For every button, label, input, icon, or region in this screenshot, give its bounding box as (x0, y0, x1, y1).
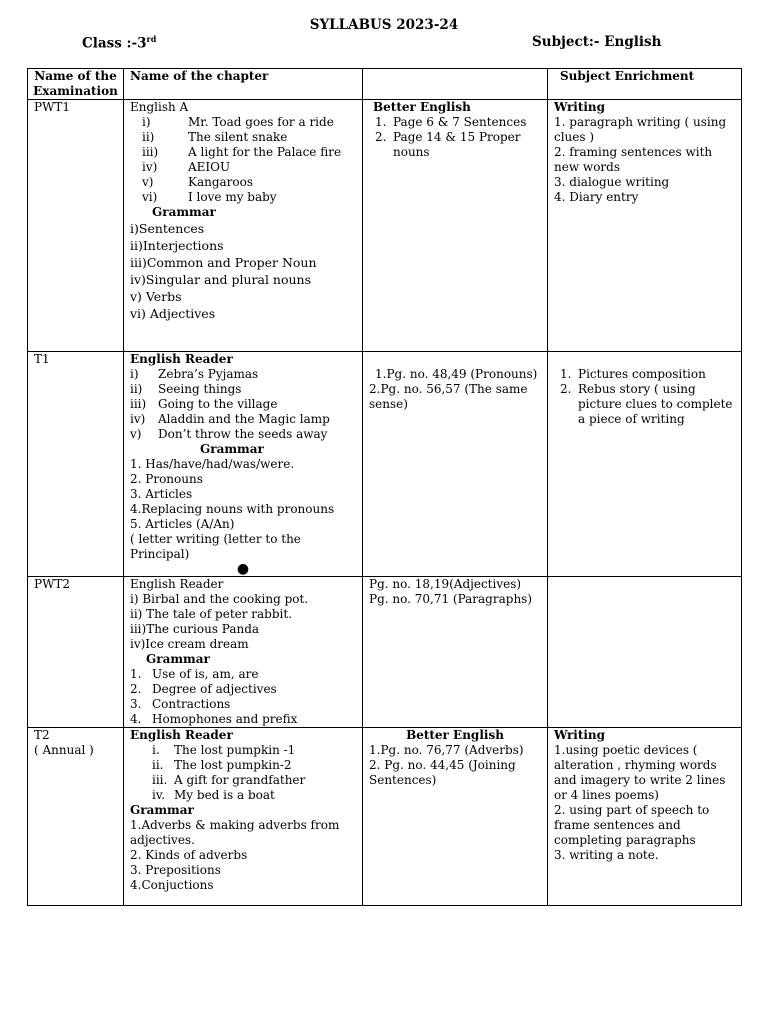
list-item: ii)Interjections (130, 238, 224, 253)
grammar-heading: Grammar (200, 442, 264, 456)
list-item: 1.using poetic devices ( alteration , rhyming words and imagery to write 2 lines or 4 lines poems) (554, 743, 726, 802)
list-item: 3. writing a note. (554, 848, 659, 862)
list-item: 2. Pronouns (130, 472, 203, 486)
list-item: 2.Pg. no. 56,57 (The same sense) (369, 382, 528, 411)
header-enrichment: Subject Enrichment (548, 69, 742, 100)
table-header-row (28, 69, 742, 100)
exam-name-pwt2: PWT2 (28, 577, 124, 728)
list-item: iii)The curious Panda (130, 622, 260, 636)
list-item: iv) AEIOU (142, 160, 231, 174)
list-item: iii. A gift for grandfather (152, 773, 306, 787)
header-chapter: Name of the chapter (124, 69, 363, 100)
table-row-pwt1 (28, 100, 742, 352)
book-title: Better English (406, 728, 504, 742)
list-item: iv)Singular and plural nouns (130, 272, 312, 287)
grammar-heading: Grammar (130, 803, 194, 817)
list-item: iv. My bed is a boat (152, 788, 275, 802)
exam-name-t1: T1 (28, 352, 124, 577)
enrichment-title: Writing (554, 728, 606, 742)
class-text: Class :-3 (82, 35, 147, 52)
table-row-pwt2 (28, 577, 742, 728)
list-item: ii) Seeing things (130, 382, 242, 396)
list-item: v) Verbs (130, 289, 182, 304)
list-item: v) Kangaroos (142, 175, 254, 189)
header-middle (363, 69, 548, 100)
list-item: i. The lost pumpkin -1 (152, 743, 296, 757)
enrichment-cell-pwt1 (548, 100, 742, 352)
list-item: ( letter writing (letter to the Principal) (130, 532, 301, 561)
list-item: 2. Pg. no. 44,45 (Joining Sentences) (369, 758, 516, 787)
exam-name-t2-sub: ( Annual ) (34, 743, 94, 757)
reader-title: English Reader (130, 577, 224, 591)
reader-title: English Reader (130, 728, 233, 742)
list-item: v) Don’t throw the seeds away (130, 427, 328, 441)
list-item: 2. framing sentences with new words (554, 145, 713, 174)
list-item: ii) The tale of peter rabbit. (130, 607, 293, 621)
chapter-cell-t1 (124, 352, 363, 577)
list-item: 4. Homophones and prefix (130, 712, 298, 726)
subject-label: Subject:- English (532, 34, 662, 50)
list-item: 2. Rebus story ( using picture clues to complete a piece of writing (560, 382, 733, 426)
list-item: i) Zebra’s Pyjamas (130, 367, 259, 381)
enrichment-cell-t1 (548, 352, 742, 577)
table-row-t1 (28, 352, 742, 577)
list-item: 3. Contractions (130, 697, 231, 711)
syllabus-table (27, 68, 742, 906)
book-cell-t1 (363, 352, 548, 577)
list-item: i) Mr. Toad goes for a ride (142, 115, 334, 129)
list-item: i)Sentences (130, 221, 205, 236)
list-item: 3. Prepositions (130, 863, 221, 877)
list-item: 2. using part of speech to frame sentences and completing paragraphs (554, 803, 710, 847)
list-item: ii) The silent snake (142, 130, 288, 144)
list-item: iv)Ice cream dream (130, 637, 249, 651)
list-item: 2. Kinds of adverbs (130, 848, 248, 862)
list-item: ii. The lost pumpkin-2 (152, 758, 292, 772)
exam-name-t2-label: T2 (34, 728, 50, 742)
list-item: Pg. no. 70,71 (Paragraphs) (369, 592, 533, 606)
bullet-icon: ● (236, 561, 250, 577)
list-item: 1. Use of is, am, are (130, 667, 259, 681)
exam-name-pwt1: PWT1 (28, 100, 124, 352)
list-item: 4.Conjuctions (130, 878, 214, 892)
grammar-heading: Grammar (146, 652, 210, 666)
exam-name-t2 (28, 728, 124, 906)
list-item: 3. Articles (130, 487, 193, 501)
list-item: Pg. no. 18,19(Adjectives) (369, 577, 522, 591)
list-item: iii) A light for the Palace fire (142, 145, 342, 159)
chapter-cell-pwt2 (124, 577, 363, 728)
chapter-cell-pwt1 (124, 100, 363, 352)
list-item: 2. Degree of adjectives (130, 682, 277, 696)
list-item: 1. Has/have/had/was/were. (130, 457, 295, 471)
header-exam: Name of the Examination (28, 69, 124, 100)
enrichment-cell-pwt2 (548, 577, 742, 728)
book-title: Better English (373, 100, 471, 114)
reader-title: English Reader (130, 352, 233, 366)
list-item: 4.Replacing nouns with pronouns (130, 502, 335, 516)
book-cell-t2 (363, 728, 548, 906)
list-item: 1.Adverbs & making adverbs from adjectives. (130, 818, 340, 847)
list-item: 1. paragraph writing ( using clues ) (554, 115, 727, 144)
list-item: iv) Aladdin and the Magic lamp (130, 412, 330, 426)
class-label (82, 34, 156, 52)
book-cell-pwt2 (363, 577, 548, 728)
list-item: vi) I love my baby (142, 190, 277, 204)
enrichment-cell-t2 (548, 728, 742, 906)
grammar-heading: Grammar (152, 205, 216, 219)
list-item: vi) Adjectives (130, 306, 216, 321)
list-item: 3. dialogue writing (554, 175, 670, 189)
list-item: 5. Articles (A/An) (130, 517, 235, 531)
chapter-cell-t2 (124, 728, 363, 906)
list-item: iii) Going to the village (130, 397, 278, 411)
reader-title: English A (130, 100, 189, 114)
table-row-t2 (28, 728, 742, 906)
list-item: 1. Page 6 & 7 Sentences (375, 115, 527, 129)
list-item: 1.Pg. no. 48,49 (Pronouns) (375, 367, 538, 381)
page-title: SYLLABUS 2023-24 (309, 17, 459, 33)
list-item: 1. Pictures composition (560, 367, 706, 381)
class-superscript: rd (146, 34, 157, 44)
list-item: 1.Pg. no. 76,77 (Adverbs) (369, 743, 524, 757)
list-item: 4. Diary entry (554, 190, 639, 204)
list-item: 2. Page 14 & 15 Proper nouns (375, 130, 521, 159)
enrichment-title: Writing (554, 100, 606, 114)
list-item: iii)Common and Proper Noun (130, 255, 317, 270)
book-cell-pwt1 (363, 100, 548, 352)
list-item: i) Birbal and the cooking pot. (130, 592, 309, 606)
